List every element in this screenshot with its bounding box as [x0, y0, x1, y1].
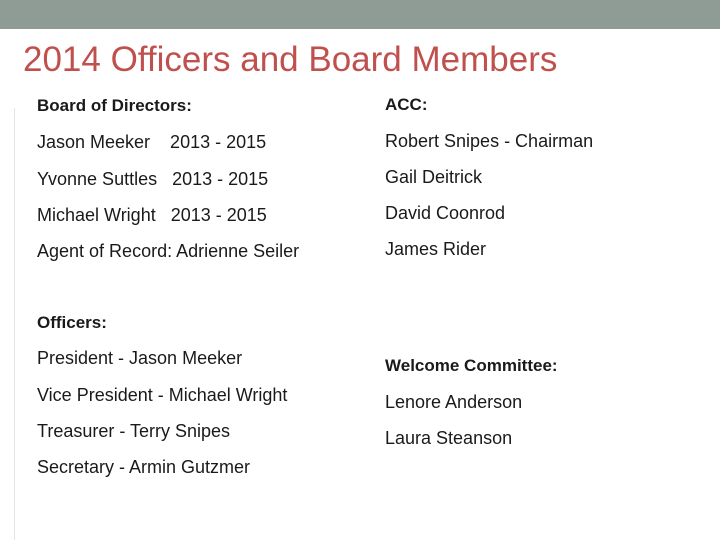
- acc-item: Robert Snipes - Chairman: [385, 131, 594, 151]
- board-heading: Board of Directors:: [37, 96, 192, 115]
- acc-item: Gail Deitrick: [385, 167, 483, 187]
- welcome-heading: Welcome Committee:: [385, 356, 558, 375]
- top-accent-bar: [0, 0, 720, 29]
- officer-item: Secretary - Armin Gutzmer: [37, 457, 251, 477]
- welcome-item: Laura Steanson: [385, 428, 513, 448]
- officer-item: Vice President - Michael Wright: [37, 385, 288, 405]
- board-item: Yvonne Suttles 2013 - 2015: [37, 169, 269, 189]
- officers-heading: Officers:: [37, 313, 107, 332]
- left-divider: [14, 108, 15, 540]
- board-item: Jason Meeker 2013 - 2015: [37, 132, 267, 152]
- acc-item: James Rider: [385, 239, 487, 259]
- acc-heading: ACC:: [385, 95, 428, 114]
- board-item: Michael Wright 2013 - 2015: [37, 205, 267, 225]
- welcome-item: Lenore Anderson: [385, 392, 523, 412]
- slide-title: 2014 Officers and Board Members: [23, 40, 558, 79]
- board-item: Agent of Record: Adrienne Seiler: [37, 241, 300, 261]
- officer-item: President - Jason Meeker: [37, 348, 243, 368]
- acc-item: David Coonrod: [385, 203, 506, 223]
- officer-item: Treasurer - Terry Snipes: [37, 421, 231, 441]
